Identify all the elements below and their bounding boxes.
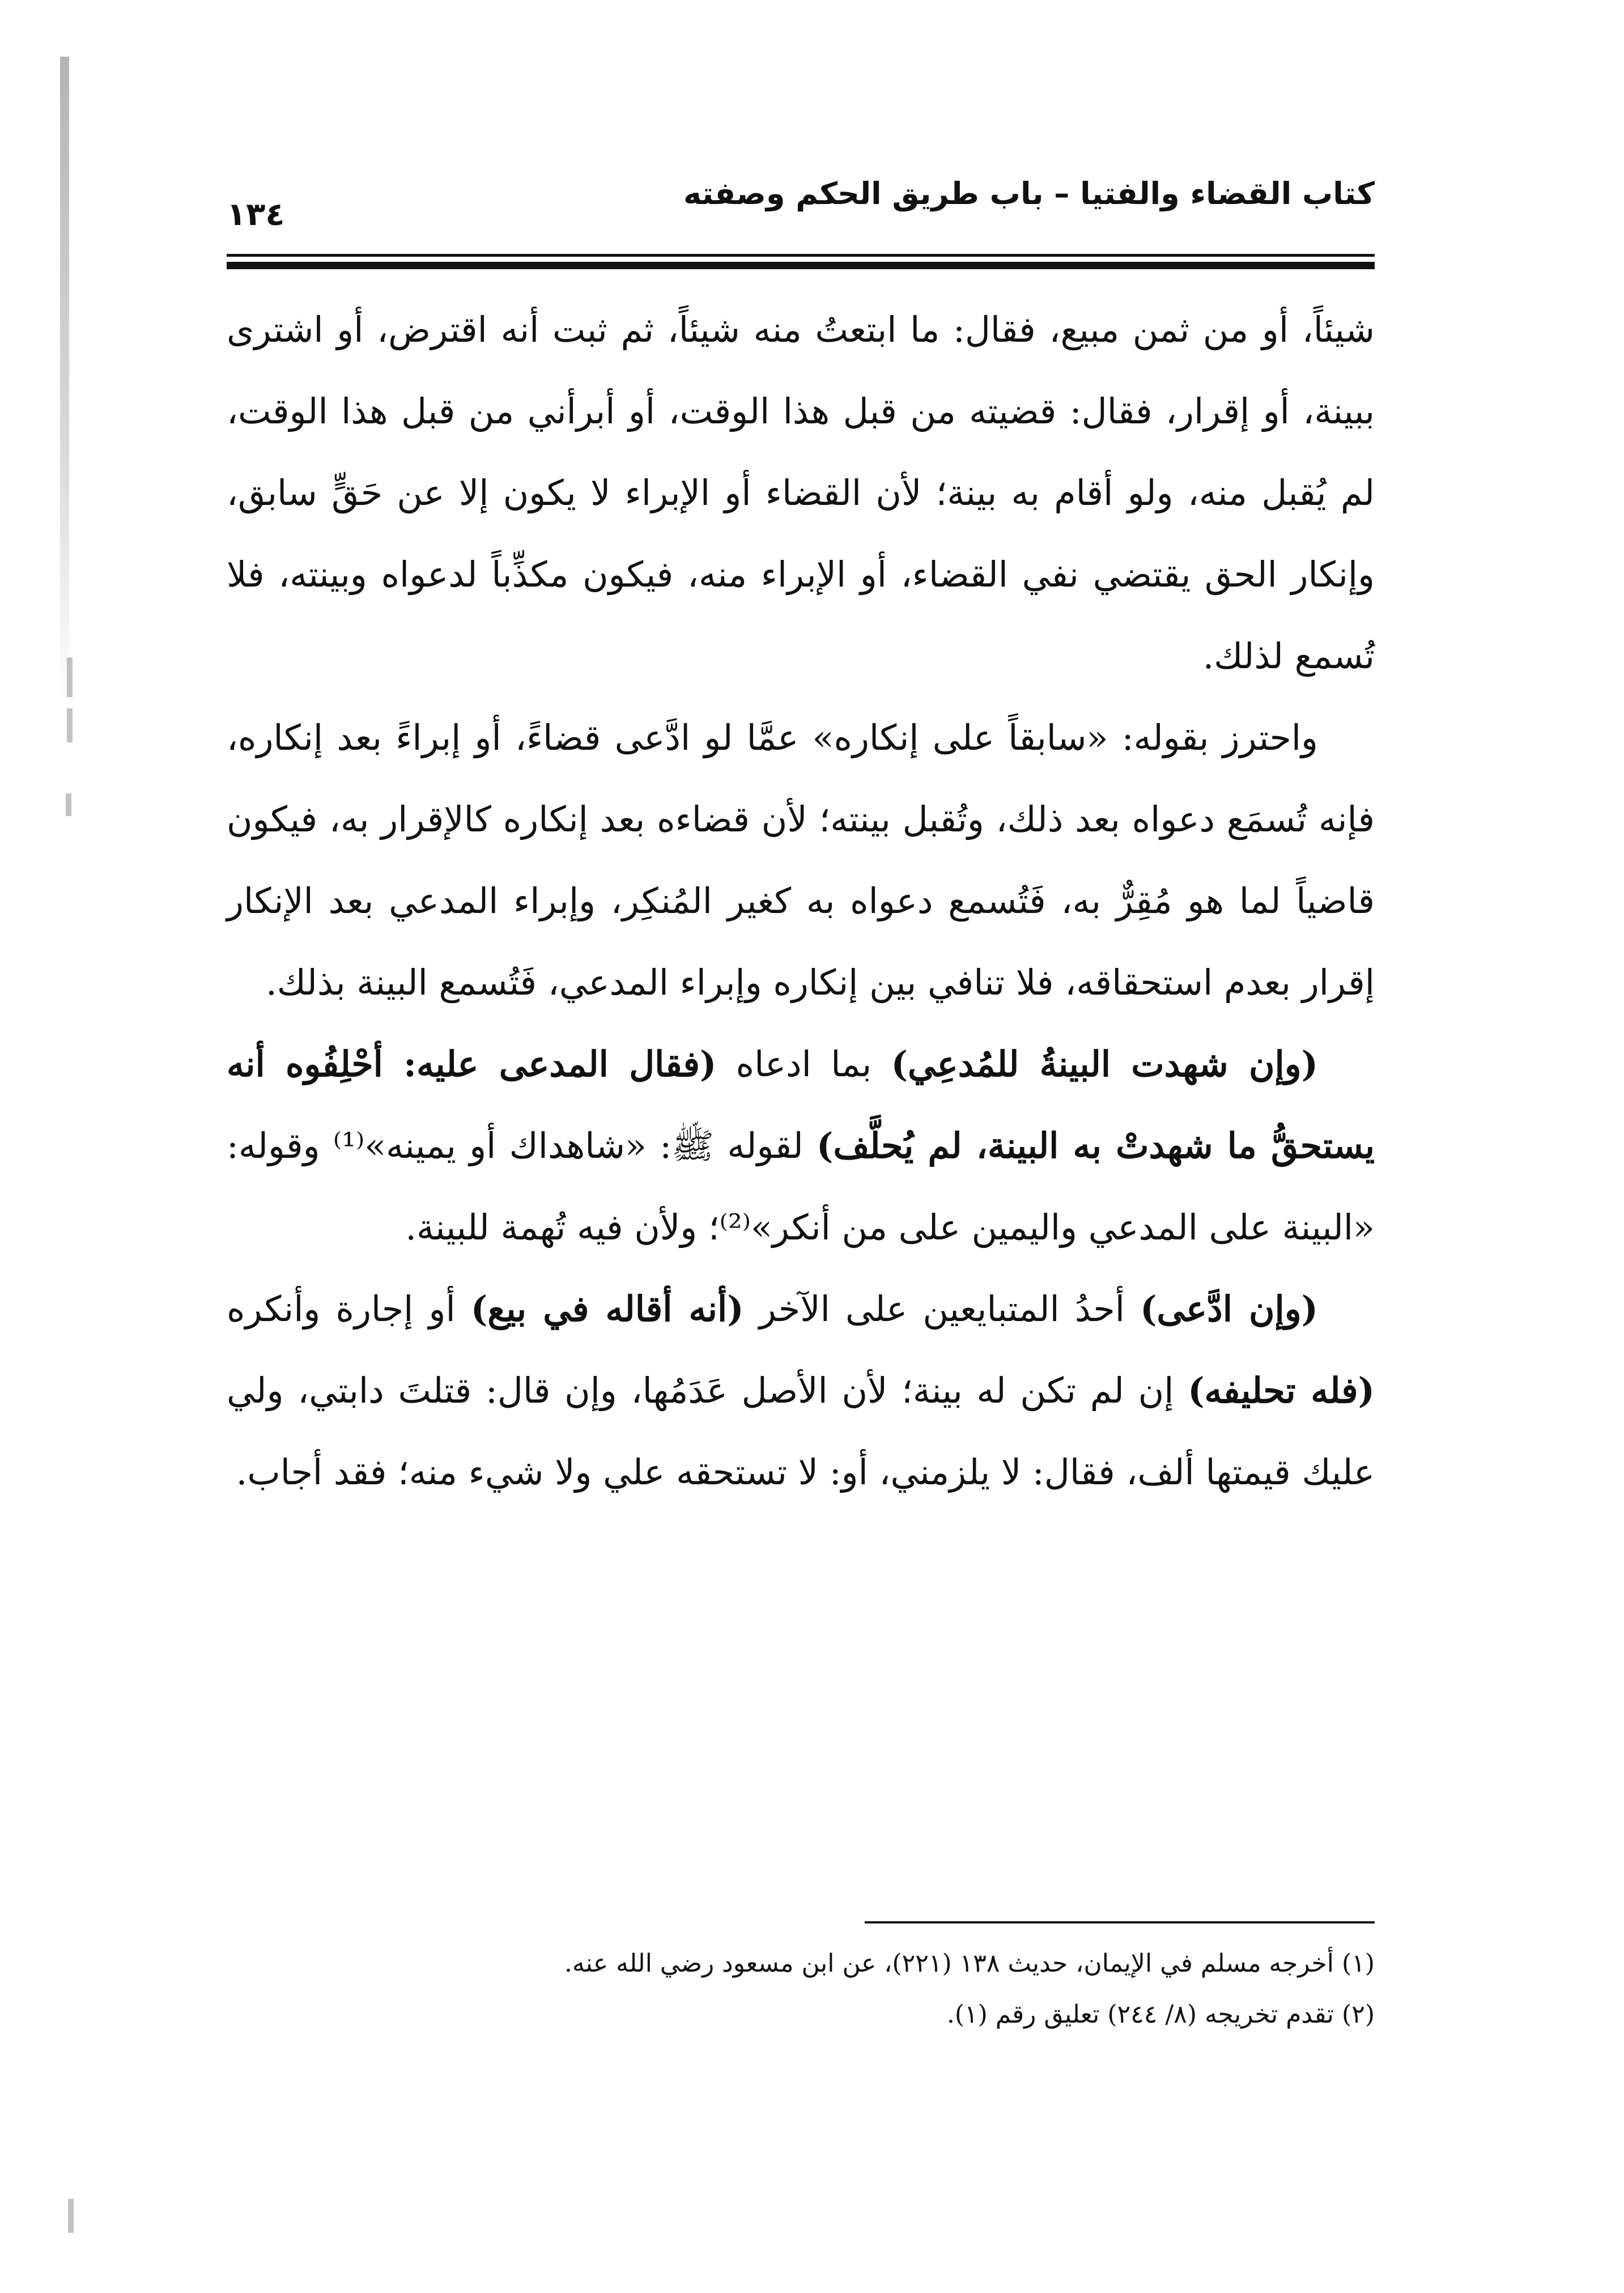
- main-text: [227, 289, 1375, 1513]
- paragraph: [227, 289, 1375, 697]
- paragraph: [227, 1268, 1375, 1513]
- matn-text: (وإن شهدت البينةُ للمُدعِي): [891, 1043, 1318, 1085]
- text-run: شيئاً، أو من ثمن مبيع، فقال: ما ابتعتُ منه شيئاً، ثم ثبت أنه اقترض، أو اشترى ببينة، أو إقرار، فقال: قضيته من قبل هذا الوقت، أو أبرأني من قبل هذا الوقت، لم يُقبل منه، ولو أقام به بينة؛ لأن القضاء أو الإبراء لا يكون إلا عن حَقٍّ سابق، وإنكار الحق يقتضي نفي القضاء، أو الإبراء منه، فيكون مكذِّباً لدعواه وبينته، فلا تُسمع لذلك.: [227, 309, 1375, 677]
- matn-text: (أنه أقاله في بيع): [470, 1288, 744, 1330]
- paragraph: [227, 1024, 1375, 1268]
- text-run: لقوله ﷺ: «شاهداك أو يمينه»⁽¹⁾ وقوله: «البينة على المدعي واليمين على من أنكر»⁽²⁾؛ ولأن فيه تُهمة للبينة.: [227, 1125, 1375, 1248]
- text-run: إن لم تكن له بينة؛ لأن الأصل عَدَمُها، وإن قال: قتلتَ دابتي، ولي عليك قيمتها ألف، فقال: لا يلزمني، أو: لا تستحقه علي ولا شيء منه؛ فقد أجاب.: [227, 1370, 1375, 1493]
- page-header: [227, 170, 1375, 249]
- footnote-separator: [865, 1921, 1375, 1923]
- footnote: (١) أخرجه مسلم في الإيمان، حديث ١٣٨ (٢٢١)، عن ابن مسعود رضي الله عنه.: [564, 1949, 1375, 1978]
- scan-mark: [67, 657, 73, 697]
- scan-mark: [67, 708, 73, 742]
- footnote: (٢) تقدم تخريجه (٨/ ٢٤٤) تعليق رقم (١).: [946, 2000, 1375, 2029]
- matn-text: (فله تحليفه): [1188, 1370, 1375, 1411]
- matn-text: (وإن ادَّعى): [1140, 1288, 1319, 1330]
- running-title: كتاب القضاء والفتيا – باب طريق الحكم وصفته: [683, 176, 1375, 211]
- header-rule-thick: [227, 262, 1375, 269]
- scan-mark: [66, 793, 71, 816]
- scan-edge-shadow: [60, 57, 69, 708]
- text-run: أو إجارة وأنكره: [227, 1288, 471, 1330]
- paragraph: [227, 697, 1375, 1024]
- scan-mark: [68, 2199, 74, 2233]
- header-rule-thin: [227, 254, 1375, 257]
- text-run: بما ادعاه: [716, 1043, 891, 1085]
- matn-text: (فقال المدعى عليه: أحْلِفُوه أنه يستحقُّ ما شهدتْ به البينة، لم يُحلَّف): [227, 1043, 1375, 1166]
- text-run: واحترز بقوله: «سابقاً على إنكاره» عمَّا لو ادَّعى قضاءً، أو إبراءً بعد إنكاره، فإنه تُسمَع دعواه بعد ذلك، وتُقبل بينته؛ لأن قضاءه بعد إنكاره كالإقرار به، فيكون قاضياً لما هو مُقِرٌّ به، فَتُسمع دعواه به كغير المُنكِر، وإبراء المدعي بعد الإنكار إقرار بعدم استحقاقه، فلا تنافي بين إنكاره وإبراء المدعي، فَتُسمع البينة بذلك.: [227, 717, 1375, 1003]
- text-run: أحدُ المتبايعين على الآخر: [743, 1288, 1141, 1330]
- footnotes: [227, 1938, 1375, 2040]
- page-number: ١٣٤: [227, 196, 285, 233]
